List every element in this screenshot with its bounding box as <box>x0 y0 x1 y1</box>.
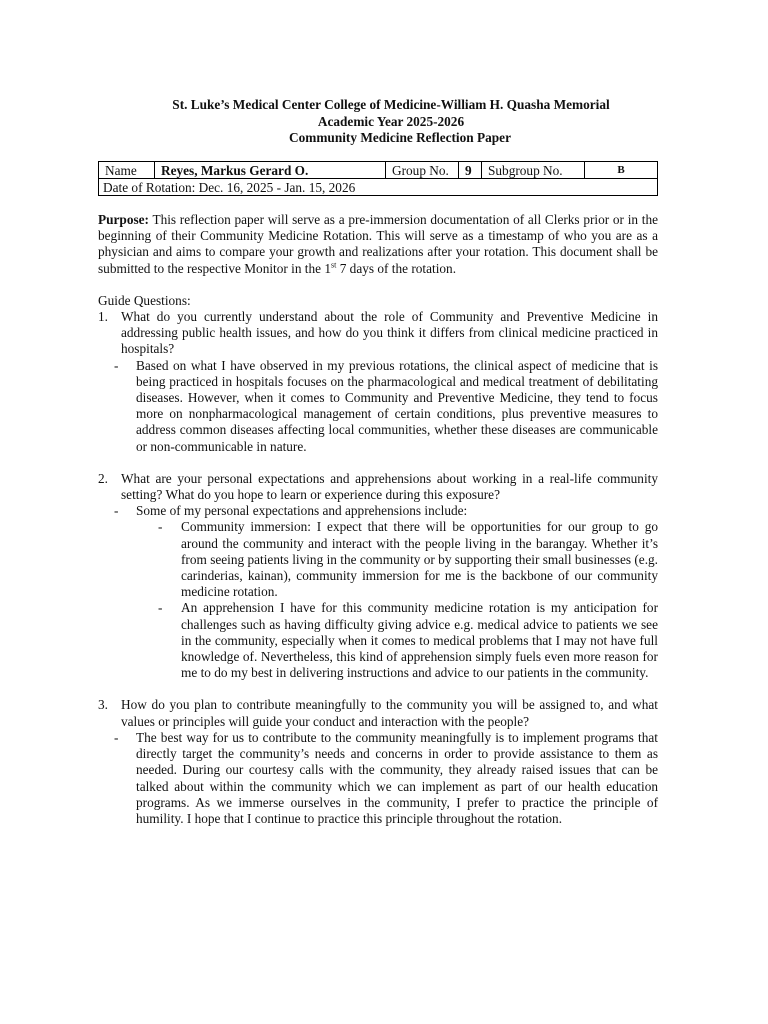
question-2-number: 2. <box>98 470 108 486</box>
purpose-label: Purpose: <box>98 212 149 227</box>
rotation-cell <box>99 179 658 196</box>
academic-year: Academic Year 2025-2026 <box>317 113 465 129</box>
question-1-text: What do you currently understand about the role of Community and Preventive Medicine in addressing public health issues, and how do you think it differs from clinical medicine practiced in hospitals? <box>121 309 658 357</box>
answer-2-sub-2 <box>98 600 658 681</box>
info-row-name <box>99 162 658 179</box>
answer-3-text: The best way for us to contribute to the community meaningfully is to implement programs that directly target the community’s needs and concerns in order to provide assistance to them as needed. During our courtesy calls with the community, they already raised issues that can be talked about within the community which we can implement as part of our health education programs. As we immerse ourselves in the community, I prefer to practice the principle of humility. I hope that I continue to practice this principle throughout the rotation. <box>136 729 658 826</box>
question-3 <box>98 697 658 729</box>
answer-2-sub-1 <box>98 519 658 600</box>
purpose-paragraph <box>98 212 658 277</box>
question-3-text: How do you plan to contribute meaningfully to the community you will be assigned to, and what values or principles will guide your conduct and interaction with the people? <box>121 697 658 729</box>
subgroup-value: B <box>585 162 658 179</box>
document-body <box>98 212 658 827</box>
paper-title: Community Medicine Reflection Paper <box>289 130 511 145</box>
name-value: Reyes, Markus Gerard O. <box>155 162 386 179</box>
answer-2-text: Some of my personal expectations and apprehensions include: <box>136 503 468 519</box>
answer-1-bullet: - <box>114 357 119 373</box>
group-value: 9 <box>459 162 482 179</box>
guide-heading: Guide Questions: <box>98 292 191 308</box>
purpose-text-end: 7 days of the rotation. <box>336 260 457 276</box>
document-header <box>0 97 768 147</box>
purpose-text: This reflection paper will serve as a pre-immersion documentation of all Clerks prior or in the beginning of their Community Medicine Rotation. This will serve as a timestamp of who you are as a physician and aims to compare your growth and realizations after your rotation. This document shall be submitted to the respective Monitor in the 1 <box>98 212 658 276</box>
rotation-label: Date of Rotation: <box>103 179 196 195</box>
student-info-table <box>98 161 658 196</box>
question-2-text: What are your personal expectations and apprehensions about working in a real-life community setting? What do you hope to learn or experience during this exposure? <box>121 470 658 503</box>
answer-2-sub-2-bullet: - <box>158 600 163 616</box>
answer-2-sub-1-text: Community immersion: I expect that there will be opportunities for our group to go around the community and interact with the people living in the barangay. Whether it’s from seeing patients living in the community or by supporting their small businesses (e.g. carinderias, kainan), community immersion for me is the backbone of our community medicine rotation. <box>181 519 658 600</box>
subgroup-label: Subgroup No. <box>482 162 585 179</box>
answer-2-sub-2-text: An apprehension I have for this community medicine rotation is my anticipation for challenges such as having difficulty giving advice e.g. medical advice to patients we see in the community, especially when it comes to medical problems that I may not have full knowledge of. Nevertheless, this kind of apprehension simply fuels even more reason for me to do my best in delivering instructions and advice to our patients in the community. <box>181 600 658 681</box>
question-3-number: 3. <box>98 697 108 713</box>
name-label: Name <box>99 162 155 179</box>
answer-3 <box>98 730 658 827</box>
group-label: Group No. <box>386 162 459 179</box>
rotation-value: Dec. 16, 2025 - Jan. 15, 2026 <box>198 179 356 195</box>
answer-2-bullet: - <box>114 503 119 519</box>
answer-2 <box>98 503 658 519</box>
question-1 <box>98 309 658 358</box>
answer-2-sub-1-bullet: - <box>158 519 163 535</box>
answer-1-text: Based on what I have observed in my previous rotations, the clinical aspect of medicine that is being practiced in hospitals focuses on the pharmacological and medical treatment of debilitating diseases. However, when it comes to Community and Preventive Medicine, they tend to focus more on nonpharmacological management of certain conditions, plus preventive measures to address common diseases affecting local communities, whether these diseases are communicable or non-communicable in nature. <box>136 357 658 454</box>
answer-1 <box>98 358 658 455</box>
purpose-ordinal: st <box>331 260 337 270</box>
answer-3-bullet: - <box>114 729 119 745</box>
info-row-rotation <box>99 179 658 196</box>
question-2 <box>98 471 658 503</box>
institution-title: St. Luke’s Medical Center College of Medicine-William H. Quasha Memorial <box>172 97 610 112</box>
question-1-number: 1. <box>98 309 108 325</box>
